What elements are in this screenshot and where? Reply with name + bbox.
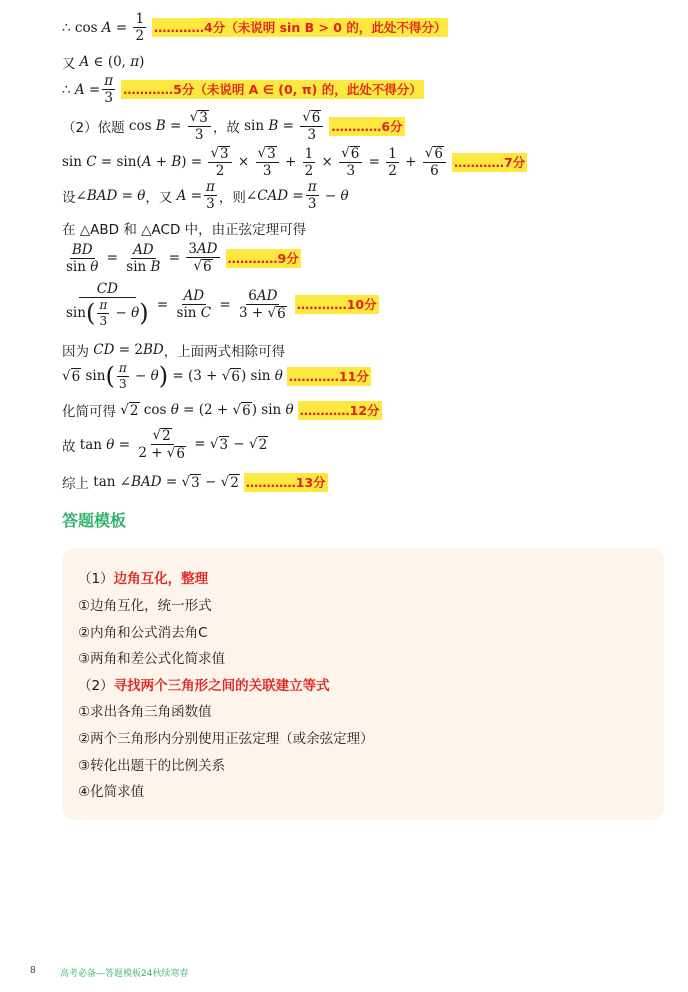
math-expression: √ 6 sin ( $\frac{\pi}{3}$ − θ ) = (3 + √ 6 ) sin θ <box>62 361 283 391</box>
template-item <box>78 567 208 587</box>
template-item-prefix: （1） <box>78 571 114 587</box>
solution-line-9: CD sin ( $\frac{\pi}{3}$ − θ ) = $\frac{AD}{\text{sin C}}$ = 6AD 3 + √ 6 …………10分 <box>66 281 377 328</box>
solution-line-11 <box>62 362 371 390</box>
part-label: （2）依题 <box>62 120 125 137</box>
math-fraction: $\frac{AD}{\text{sin B}}$ <box>126 241 161 275</box>
math-expression: sin B = <box>239 118 299 135</box>
template-item-text: ④化简求值 <box>78 784 145 800</box>
template-item-text: ①求出各角三角函数值 <box>78 704 212 720</box>
math-expression: A = <box>176 187 203 204</box>
template-item-text: 寻找两个三角形之间的关联建立等式 <box>113 678 330 694</box>
template-item <box>78 700 212 720</box>
score-note: …………7分 <box>453 154 526 170</box>
math-fraction: 3AD √ 6 <box>188 241 218 276</box>
text-prefix: 设 <box>62 189 76 206</box>
template-item <box>78 780 144 800</box>
math-expression: √ 2 cos θ = (2 + √ 6 ) sin θ <box>120 401 294 419</box>
math-expression: CD = 2BD <box>93 342 164 358</box>
math-fraction: $\frac{1}{2}$ <box>388 145 397 179</box>
template-item <box>78 647 225 667</box>
solution-line-14 <box>62 472 328 492</box>
math-expression: cos B = <box>124 118 186 135</box>
solution-line-5: sin C = sin(A + B) = √ 3 2 × √ 3 3 + $\frac{1}{2}$ × √ 6 3 = $\frac{1}{2}$ + √ 6 6 …………7分 <box>62 145 526 180</box>
template-item <box>78 754 225 774</box>
solution-line-6: 设 ∠BAD = θ ，又 A = $\frac{\pi}{3}$ ，则 ∠CAD = $\frac{\pi}{3}$ − θ <box>62 179 349 213</box>
template-item-text: ①边角互化，统一形式 <box>78 598 212 614</box>
solution-line-2 <box>62 52 144 72</box>
math-fraction: $\frac{\pi}{3}$ <box>206 179 215 213</box>
math-expression: tan ∠BAD = √ 3 − √ 2 <box>89 473 239 491</box>
page-number: 8 <box>30 966 36 976</box>
math-fraction: $\frac{BD}{\text{sin θ}}$ <box>66 241 99 275</box>
text-connector: ，则 <box>218 189 246 206</box>
template-item-text: ③转化出题干的比例关系 <box>78 758 226 774</box>
solution-line-8: $\frac{BD}{\text{sin θ}}$ = $\frac{AD}{\text{sin B}}$ = 3AD √ 6 …………9分 <box>66 241 299 276</box>
math-fraction: √ 6 3 <box>339 146 362 178</box>
score-note: …………4分（未说明 sin B > 0 的，此处不得分） <box>154 20 447 36</box>
math-fraction: √ 6 6 <box>423 146 446 178</box>
math-fraction: $\frac{1}{2}$ <box>304 145 314 179</box>
math-fraction: CD sin ( $\frac{\pi}{3}$ − θ ) <box>66 281 149 328</box>
solution-line-10 <box>62 340 285 360</box>
math-fraction: 6AD 3 + √ 6 <box>239 287 286 322</box>
template-item <box>78 674 330 694</box>
score-note: …………11分 <box>288 368 369 384</box>
math-expression: sin C = sin(A + B) = <box>62 154 207 171</box>
text-statement: 在 △ABD 和 △ACD 中，由正弦定理可得 <box>62 222 307 238</box>
score-note: …………12分 <box>299 402 380 418</box>
score-note: …………9分 <box>227 250 299 266</box>
score-note: …………10分 <box>296 297 377 313</box>
math-expression: A ∈ (0, π) <box>79 54 145 70</box>
template-item-text: ②两个三角形内分别使用正弦定理（或余弦定理） <box>78 731 374 747</box>
math-expression: ∴ cos A = <box>62 19 132 36</box>
template-item <box>78 621 208 641</box>
template-item-text: ②内角和公式消去角C <box>78 625 208 641</box>
solution-line-7 <box>62 218 306 238</box>
score-note: …………6分 <box>331 118 403 134</box>
math-fraction: √ 3 2 <box>208 146 231 178</box>
section-title: 答题模板 <box>62 511 127 530</box>
template-item-text: ③两角和差公式化简求值 <box>78 651 226 667</box>
footer-text: 高考必备—答题模板24秋续寒春 <box>60 969 189 979</box>
solution-line-13: 故 tan θ = √ 2 2 + √ 6 = √ 3 − √ 2 <box>62 427 268 463</box>
text-connector: ，故 <box>212 120 240 137</box>
text-prefix: 化简可得 <box>62 404 116 420</box>
math-expression: ∴ A = <box>62 81 101 98</box>
text-prefix: 故 <box>62 438 76 455</box>
solution-line-12 <box>62 400 382 420</box>
text-connector: ，又 <box>145 189 173 206</box>
solution-line-1 <box>62 12 448 43</box>
math-fraction: √ 6 3 <box>300 110 323 142</box>
math-fraction: $\frac{1}{2}$ <box>135 11 145 45</box>
math-expression: tan θ = <box>75 436 135 453</box>
template-item-text: 边角互化，整理 <box>113 571 209 587</box>
template-item-prefix: （2） <box>78 678 114 694</box>
math-fraction: $\frac{\pi}{3}$ <box>307 179 317 213</box>
math-fraction: √ 3 3 <box>256 146 279 178</box>
math-expression: ∠CAD = <box>245 187 304 204</box>
solution-line-4 <box>62 110 405 142</box>
math-fraction: √ 3 3 <box>188 110 211 142</box>
template-item <box>78 727 374 747</box>
text-prefix: 因为 <box>62 344 89 360</box>
score-note: …………13分 <box>245 474 326 490</box>
solution-line-3 <box>62 74 424 105</box>
text-connector: ，上面两式相除可得 <box>163 344 286 360</box>
text-prefix: 又 <box>62 56 76 72</box>
template-item <box>78 594 212 614</box>
math-expression: ∠BAD = θ <box>75 187 146 204</box>
math-fraction: $\frac{\pi}{3}$ <box>104 73 114 107</box>
text-prefix: 综上 <box>62 476 89 492</box>
math-fraction: $\frac{AD}{\text{sin C}}$ <box>176 288 212 322</box>
math-fraction: √ 2 2 + √ 6 <box>138 427 185 463</box>
score-note: …………5分（未说明 A ∈ (0, π) 的，此处不得分） <box>123 82 422 98</box>
